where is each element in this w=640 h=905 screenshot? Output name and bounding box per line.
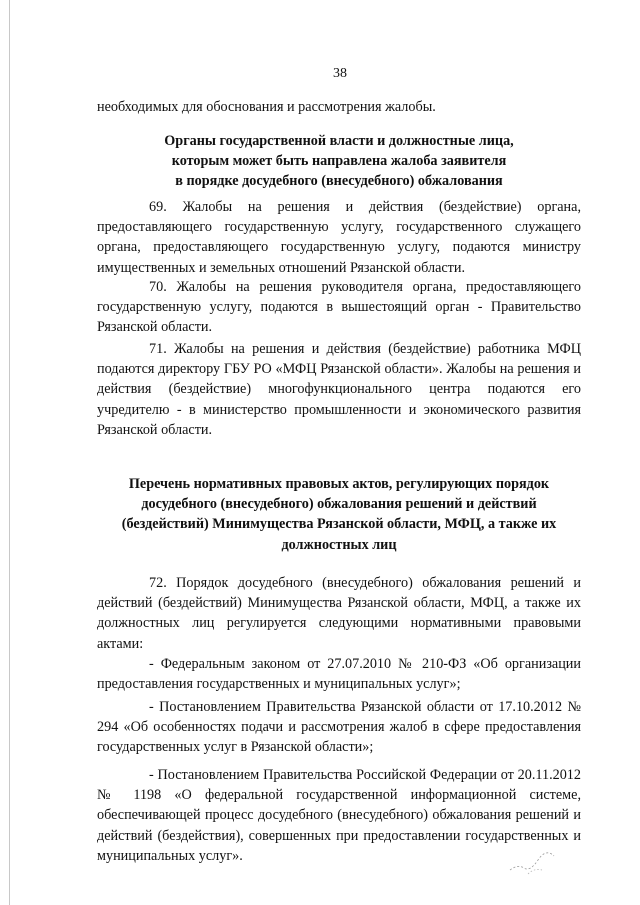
section-heading-authorities [97,131,581,192]
heading-line: Органы государственной власти и должностные лица, [164,133,514,149]
section-heading-regulatory-acts [97,474,581,555]
paragraph-72: 72. Порядок досудебного (внесудебного) обжалования решений и действий (бездействий) Минимущества Рязанской области, МФЦ, а также их должностных лиц регулируется следующими нормативными правовыми актами: [97,575,581,652]
heading-line: досудебного (внесудебного) обжалования решений и действий [141,496,537,513]
heading-line: в порядке досудебного (внесудебного) обжалования [175,173,503,190]
paragraph-71: 71. Жалобы на решения и действия (бездействие) работника МФЦ подаются директору ГБУ РО «МФЦ Рязанской области». Жалобы на решения и действия (бездействие) многофункционального центра подаются его учредителю - в министерство промышленности и экономического развития Рязанской области. [97,341,581,438]
act-item-ryazan-resolution: - Постановлением Правительства Рязанской области от 17.10.2012 № 294 «Об особенностях подачи и рассмотрения жалоб в сфере предоставления государственных услуг в Рязанской области»; [97,699,581,756]
heading-line: должностных лиц [281,536,397,553]
scan-edge-line [9,0,10,905]
heading-line: (бездействий) Минимущества Рязанской области, МФЦ, а также их [121,516,557,533]
heading-line: которым может быть направлена жалоба заявителя [171,153,507,170]
paragraph-69: 69. Жалобы на решения и действия (бездействие) органа, предоставляющего государственную услугу, государственного служащего органа, предоставляющего государственную услугу, подаются министру имущественных и земельных отношений Рязанской области. [97,199,581,276]
act-item-federal-law: - Федеральным законом от 27.07.2010 № 210-ФЗ «Об организации предоставления государственных и муниципальных услуг»; [97,656,581,693]
pen-mark-icon [508,848,558,876]
heading-line: Перечень нормативных правовых актов, регулирующих порядок [128,476,550,492]
act-item-rf-resolution: - Постановлением Правительства Российской Федерации от 20.11.2012 № 1198 «О федеральной государственной информационной системе, обеспечивающей процесс досудебного (внесудебного) обжалования решений и действий (бездействия), совершенных при предоставлении государственных и муниципальных услуг». [97,767,581,864]
page-number: 38 [333,66,347,81]
intro-line: необходимых для обоснования и рассмотрения жалобы. [97,99,436,115]
paragraph-70: 70. Жалобы на решения руководителя органа, предоставляющего государственную услугу, подаются в вышестоящий орган - Правительство Рязанской области. [97,279,581,336]
